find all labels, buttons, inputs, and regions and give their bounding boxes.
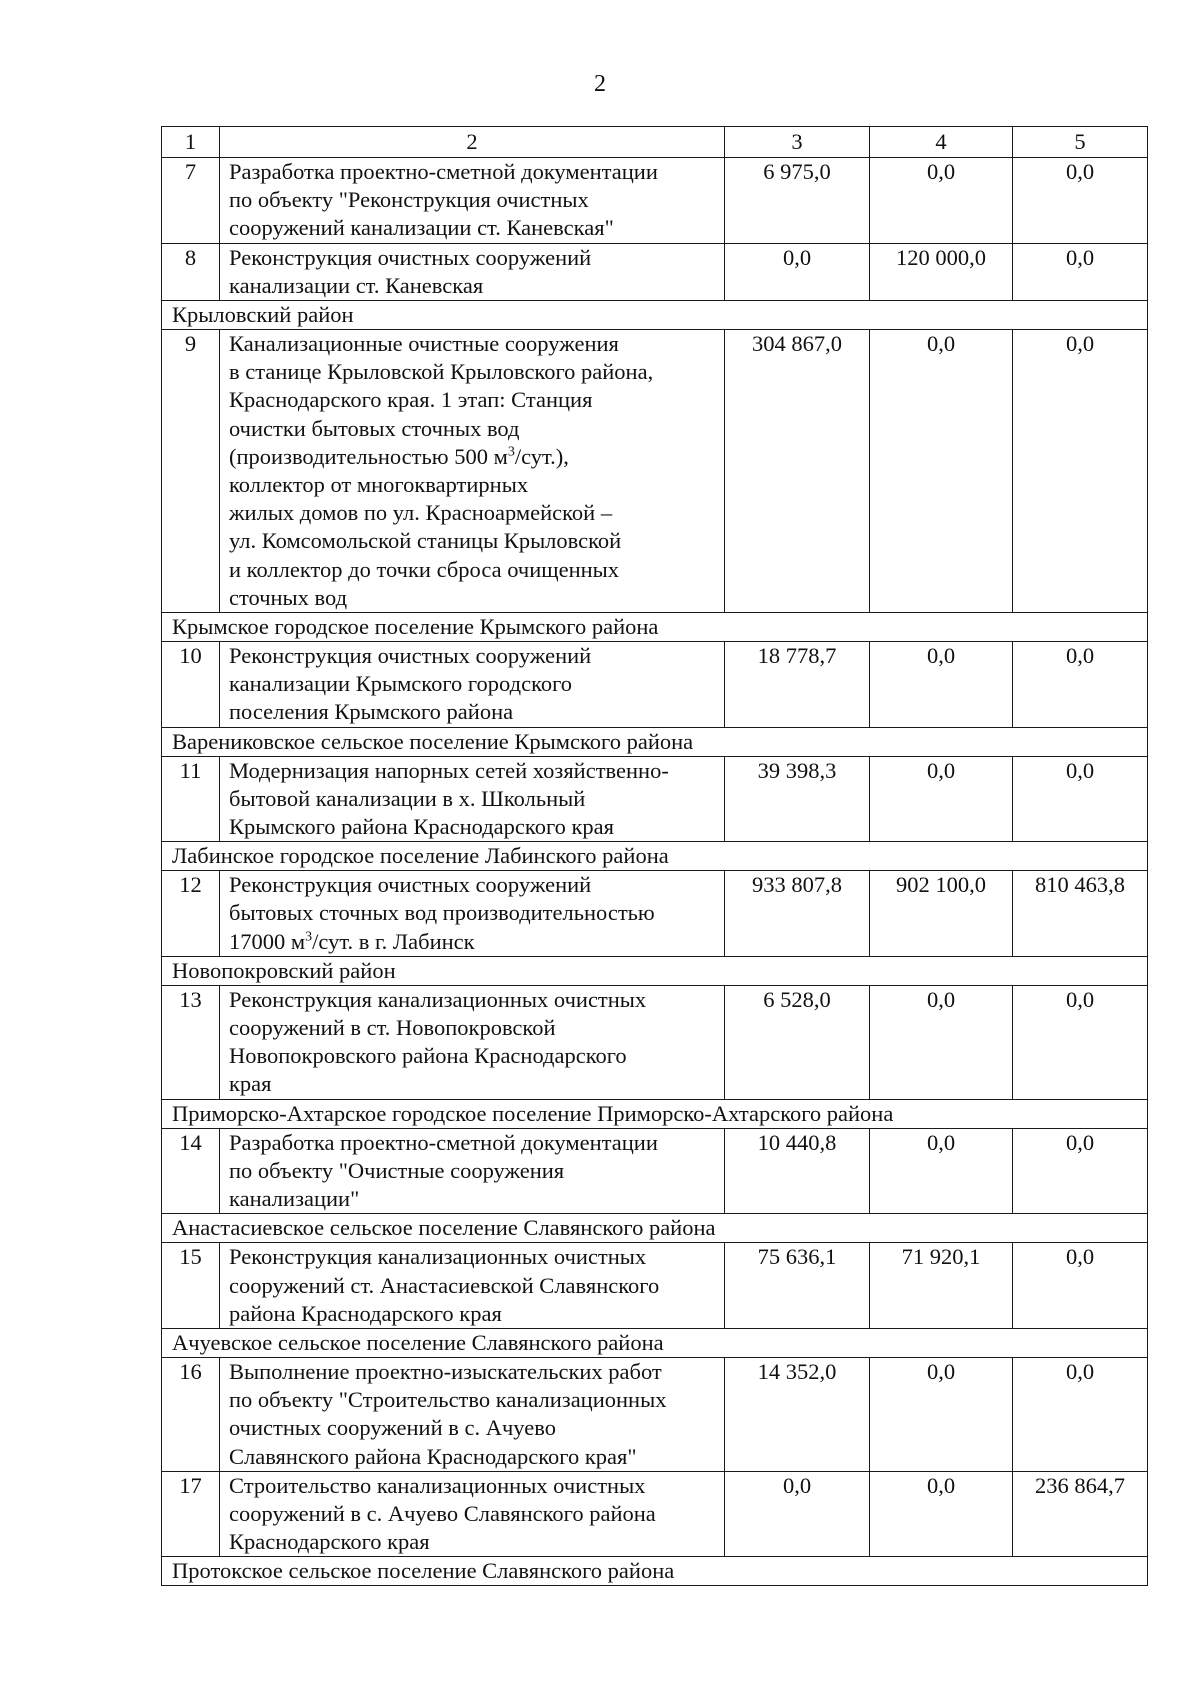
row-value-col3: 10 440,8 xyxy=(725,1128,870,1214)
superscript: 3 xyxy=(305,929,313,945)
row-value-col3: 933 807,8 xyxy=(725,871,870,957)
row-number: 15 xyxy=(162,1243,220,1329)
funding-table xyxy=(161,126,1148,1586)
row-value-col5: 810 463,8 xyxy=(1013,871,1148,957)
section-title: Новопокровский район xyxy=(162,956,1148,985)
description-text: /сут.), коллектор от многоквартирных жилых домов по ул. Красноармейской – ул. Комсомольской станицы Крыловской и коллектор до точки сброса очищенных сточных вод xyxy=(229,443,622,610)
row-value-col5: 0,0 xyxy=(1013,985,1148,1099)
row-value-col5: 0,0 xyxy=(1013,1357,1148,1471)
description-text: Канализационные очистные сооружения в станице Крыловской Крыловского района, Краснодарского края. 1 этап: Станция очистки бытовых сточных вод (производительностью 500 м xyxy=(229,331,654,469)
row-value-col5: 236 864,7 xyxy=(1013,1471,1148,1557)
row-value-col5: 0,0 xyxy=(1013,330,1148,613)
row-value-col5: 0,0 xyxy=(1013,158,1148,244)
row-value-col4: 71 920,1 xyxy=(870,1243,1013,1329)
row-description: Реконструкция очистных сооружений канализации Крымского городского поселения Крымского района xyxy=(220,642,725,728)
row-description: Разработка проектно-сметной документации по объекту "Очистные сооружения канализации" xyxy=(220,1128,725,1214)
row-value-col5: 0,0 xyxy=(1013,642,1148,728)
column-number-5: 5 xyxy=(1013,127,1148,158)
row-value-col3: 39 398,3 xyxy=(725,756,870,842)
row-description: Выполнение проектно-изыскательских работ по объекту "Строительство канализационных очистных сооружений в с. Ачуево Славянского района Краснодарского края" xyxy=(220,1357,725,1471)
row-description xyxy=(220,871,725,957)
table-row xyxy=(162,330,1148,613)
row-description: Разработка проектно-сметной документации по объекту "Реконструкция очистных сооружений канализации ст. Каневская" xyxy=(220,158,725,244)
row-number: 16 xyxy=(162,1357,220,1471)
section-title: Крымское городское поселение Крымского района xyxy=(162,613,1148,642)
table-row xyxy=(162,871,1148,957)
section-row xyxy=(162,1099,1148,1128)
section-row xyxy=(162,956,1148,985)
section-row xyxy=(162,1214,1148,1243)
row-value-col3: 75 636,1 xyxy=(725,1243,870,1329)
page-number: 2 xyxy=(594,71,606,97)
row-description xyxy=(220,330,725,613)
row-number: 13 xyxy=(162,985,220,1099)
section-row xyxy=(162,1557,1148,1586)
section-row xyxy=(162,727,1148,756)
row-value-col3: 304 867,0 xyxy=(725,330,870,613)
description-text: /сут. в г. Лабинск xyxy=(312,928,475,954)
section-row xyxy=(162,842,1148,871)
row-number: 8 xyxy=(162,243,220,300)
row-number: 12 xyxy=(162,871,220,957)
table-row xyxy=(162,642,1148,728)
row-value-col4: 0,0 xyxy=(870,1357,1013,1471)
row-value-col4: 902 100,0 xyxy=(870,871,1013,957)
row-number: 14 xyxy=(162,1128,220,1214)
table-row xyxy=(162,756,1148,842)
row-value-col3: 18 778,7 xyxy=(725,642,870,728)
section-title: Ачуевское сельское поселение Славянского района xyxy=(162,1328,1148,1357)
row-value-col4: 0,0 xyxy=(870,158,1013,244)
table-row xyxy=(162,1471,1148,1557)
column-number-3: 3 xyxy=(725,127,870,158)
row-value-col3: 0,0 xyxy=(725,243,870,300)
row-value-col3: 0,0 xyxy=(725,1471,870,1557)
column-number-1: 1 xyxy=(162,127,220,158)
row-number: 9 xyxy=(162,330,220,613)
row-description: Реконструкция канализационных очистных сооружений в ст. Новопокровской Новопокровского района Краснодарского края xyxy=(220,985,725,1099)
row-value-col5: 0,0 xyxy=(1013,756,1148,842)
section-row xyxy=(162,613,1148,642)
row-description: Реконструкция канализационных очистных сооружений ст. Анастасиевской Славянского района Краснодарского края xyxy=(220,1243,725,1329)
row-description: Реконструкция очистных сооружений канализации ст. Каневская xyxy=(220,243,725,300)
row-value-col3: 14 352,0 xyxy=(725,1357,870,1471)
section-title: Анастасиевское сельское поселение Славянского района xyxy=(162,1214,1148,1243)
section-title: Протокское сельское поселение Славянского района xyxy=(162,1557,1148,1586)
table-header-row xyxy=(162,127,1148,158)
row-value-col4: 0,0 xyxy=(870,330,1013,613)
description-text: Реконструкция очистных сооружений бытовых сточных вод производительностью 17000 м xyxy=(229,872,655,954)
row-description: Строительство канализационных очистных сооружений в с. Ачуево Славянского района Краснодарского края xyxy=(220,1471,725,1557)
row-value-col4: 0,0 xyxy=(870,1471,1013,1557)
row-description: Модернизация напорных сетей хозяйственно- бытовой канализации в х. Школьный Крымского района Краснодарского края xyxy=(220,756,725,842)
row-value-col5: 0,0 xyxy=(1013,1243,1148,1329)
row-value-col4: 0,0 xyxy=(870,985,1013,1099)
superscript: 3 xyxy=(507,444,515,460)
row-value-col3: 6 528,0 xyxy=(725,985,870,1099)
row-value-col4: 0,0 xyxy=(870,756,1013,842)
section-title: Крыловский район xyxy=(162,301,1148,330)
section-title: Приморско-Ахтарское городское поселение Приморско-Ахтарского района xyxy=(162,1099,1148,1128)
row-number: 11 xyxy=(162,756,220,842)
table-row xyxy=(162,1357,1148,1471)
section-title: Лабинское городское поселение Лабинского района xyxy=(162,842,1148,871)
row-value-col4: 0,0 xyxy=(870,642,1013,728)
column-number-4: 4 xyxy=(870,127,1013,158)
row-value-col4: 0,0 xyxy=(870,1128,1013,1214)
row-value-col4: 120 000,0 xyxy=(870,243,1013,300)
table-row xyxy=(162,985,1148,1099)
section-title: Варениковское сельское поселение Крымского района xyxy=(162,727,1148,756)
row-value-col5: 0,0 xyxy=(1013,1128,1148,1214)
table-row xyxy=(162,243,1148,300)
section-row xyxy=(162,1328,1148,1357)
row-value-col5: 0,0 xyxy=(1013,243,1148,300)
table-row xyxy=(162,1243,1148,1329)
row-number: 17 xyxy=(162,1471,220,1557)
row-number: 7 xyxy=(162,158,220,244)
column-number-2: 2 xyxy=(220,127,725,158)
table-row xyxy=(162,158,1148,244)
section-row xyxy=(162,301,1148,330)
row-number: 10 xyxy=(162,642,220,728)
table-row xyxy=(162,1128,1148,1214)
row-value-col3: 6 975,0 xyxy=(725,158,870,244)
